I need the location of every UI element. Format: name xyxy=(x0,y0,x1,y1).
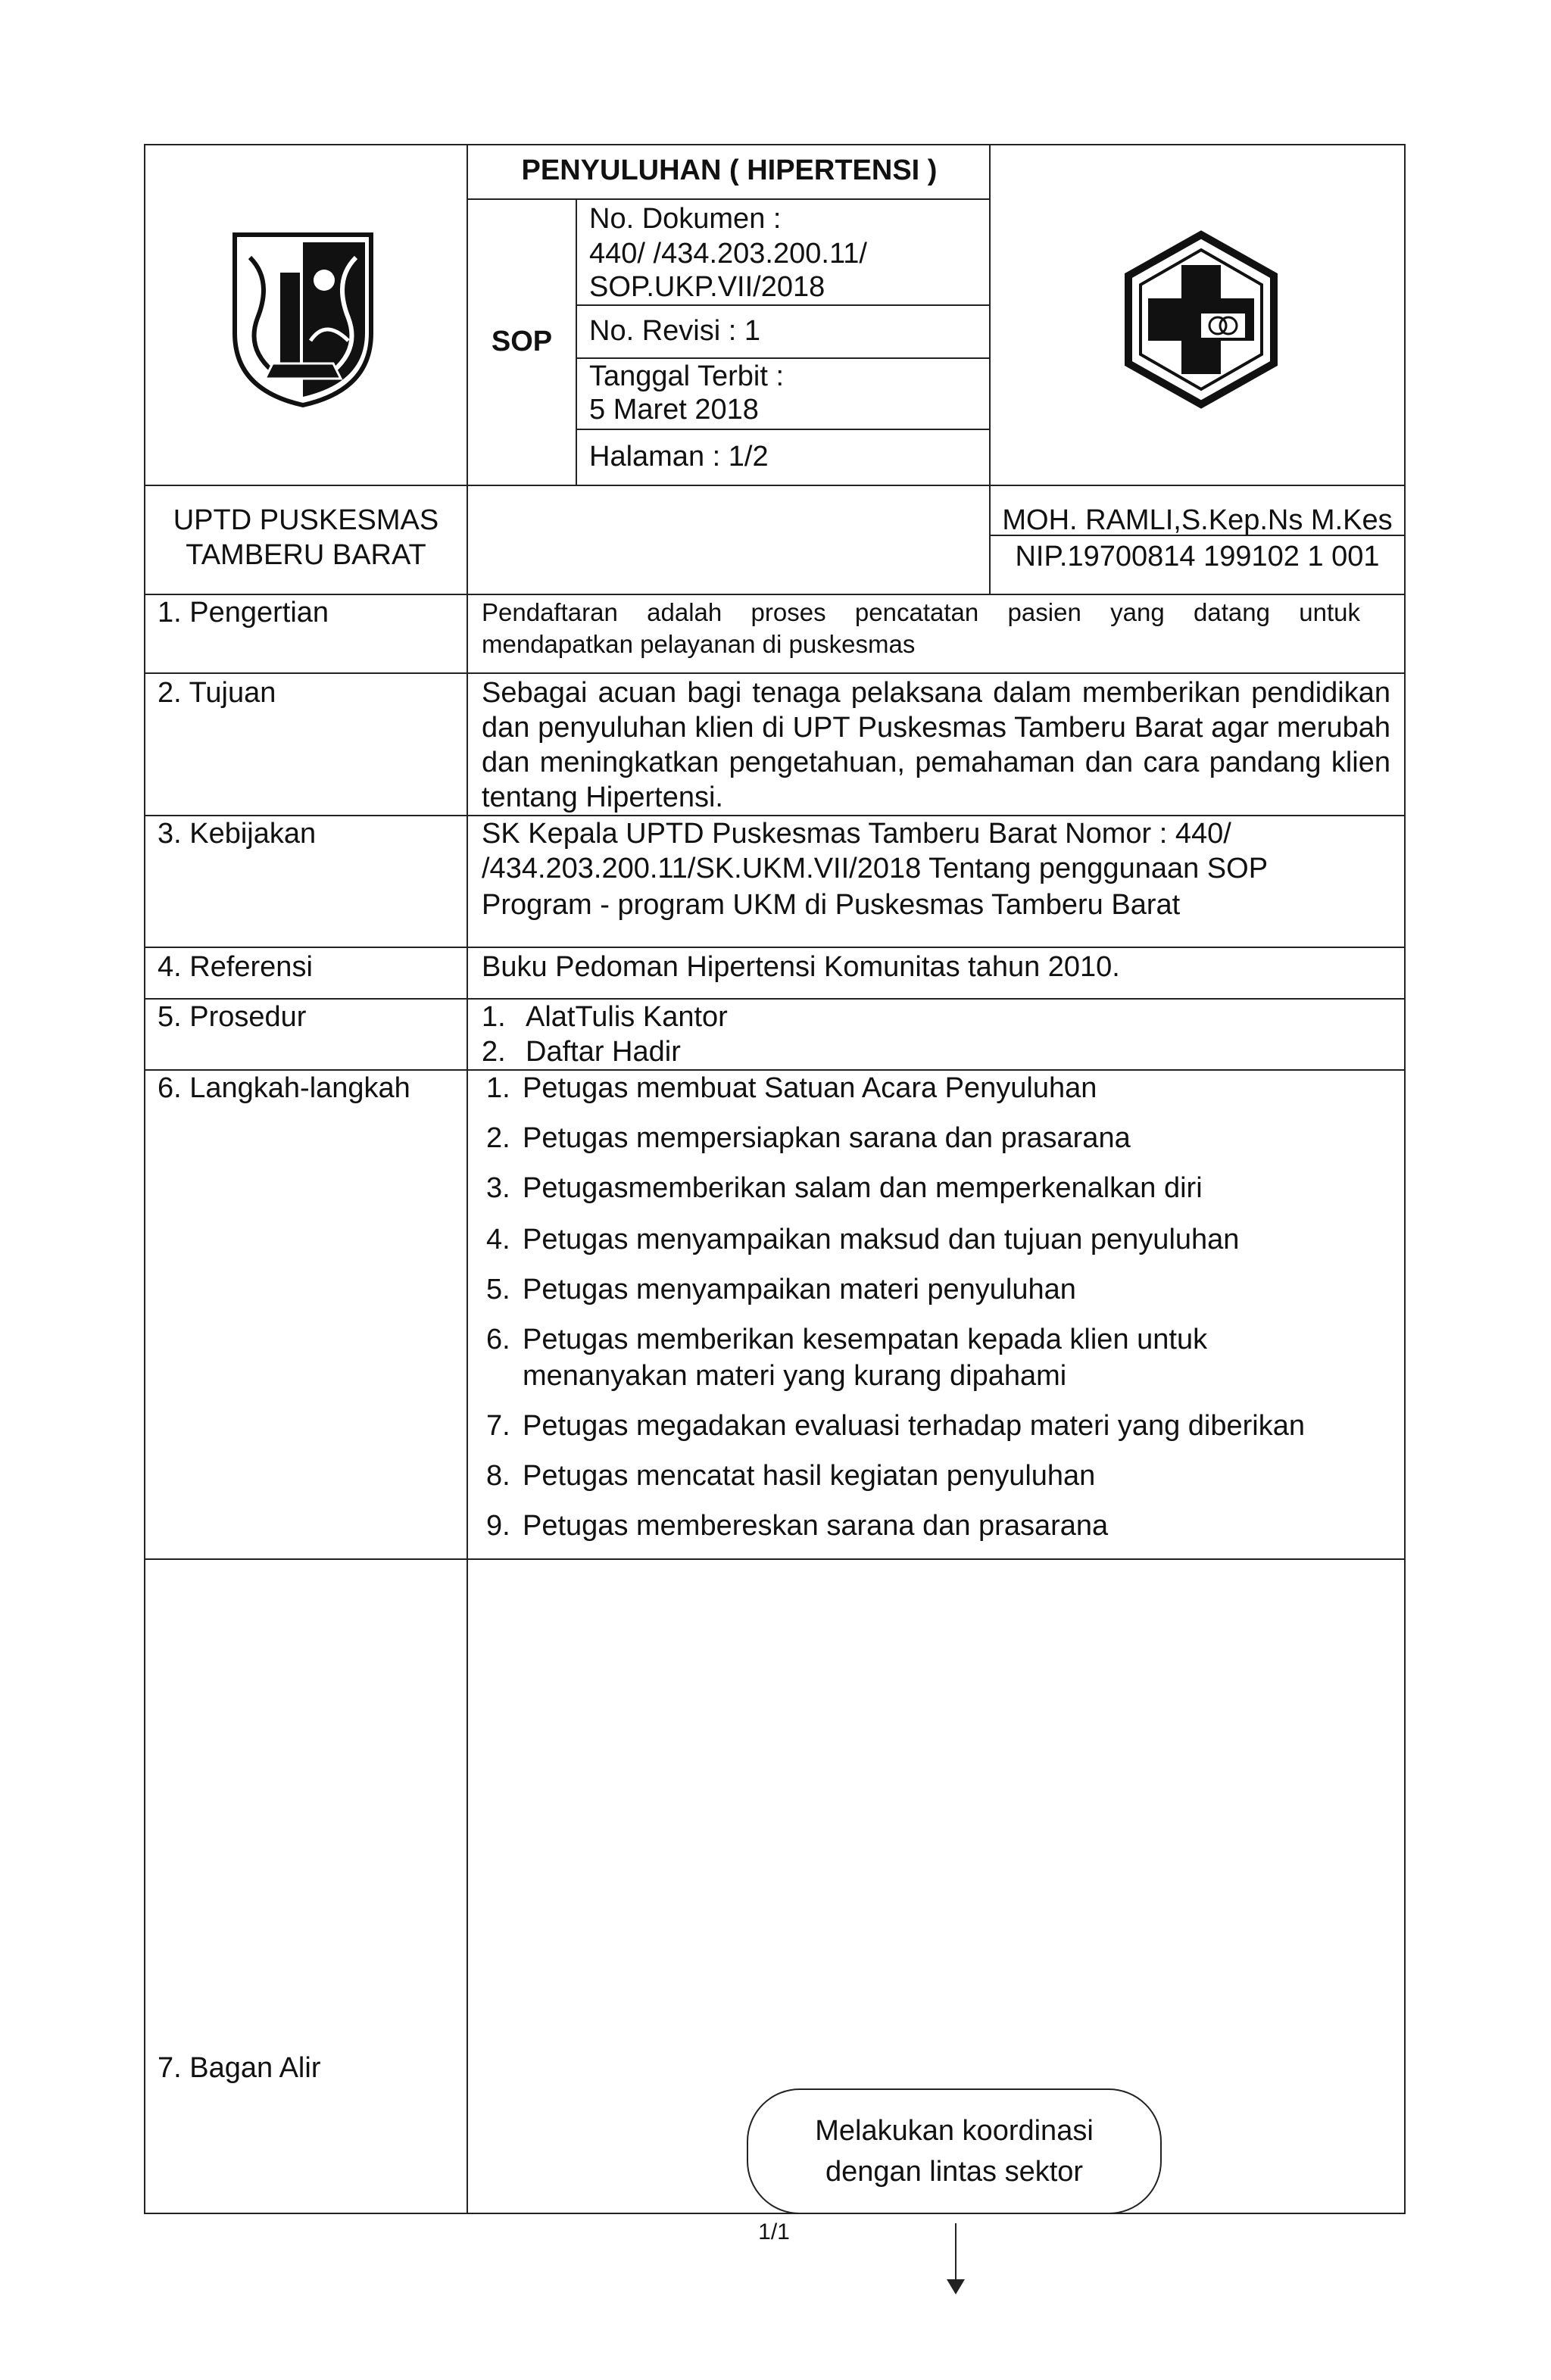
header-bottom-line xyxy=(144,485,1406,486)
flowchart-start-box xyxy=(747,2088,1162,2214)
section-langkah-label: 6. Langkah-langkah xyxy=(158,1072,410,1104)
list-item: 3. Petugasmemberikan salam dan memperkenalkan diri xyxy=(486,1172,1203,1204)
section-kebijakan-label: 3. Kebijakan xyxy=(158,818,317,850)
list-item: 2. Petugas mempersiapkan sarana dan prasarana xyxy=(486,1122,1131,1154)
row-divider-1 xyxy=(144,594,1406,595)
issue-date-value: 5 Maret 2018 xyxy=(589,394,759,426)
revision-number: No. Revisi : 1 xyxy=(589,315,760,347)
arrow-down-icon xyxy=(947,2279,965,2294)
list-item: 4. Petugas menyampaikan maksud dan tujuan penyuluhan xyxy=(486,1224,1240,1256)
list-item: 8. Petugas mencatat hasil kegiatan penyuluhan xyxy=(486,1460,1096,1492)
doc-number-line2: SOP.UKP.VII/2018 xyxy=(589,271,825,303)
org-name-line2: TAMBERU BARAT xyxy=(186,539,426,571)
list-item-continuation: menanyakan materi yang kurang dipahami xyxy=(523,1360,1067,1392)
list-item: 9. Petugas membereskan sarana dan prasarana xyxy=(486,1510,1109,1542)
list-item: 6. Petugas memberikan kesempatan kepada klien untuk xyxy=(486,1324,1208,1355)
list-item: 7. Petugas megadakan evaluasi terhadap materi yang diberikan xyxy=(486,1410,1305,1442)
table-border-left xyxy=(144,144,145,2214)
title-divider xyxy=(467,198,991,200)
sop-divider xyxy=(576,198,577,485)
page-number: Halaman : 1/2 xyxy=(589,441,769,473)
table-border-bottom xyxy=(144,2213,1406,2214)
section-kebijakan-line2: /434.203.200.11/SK.UKM.VII/2018 Tentang penggunaan SOP xyxy=(482,853,1269,884)
org-name-line1: UPTD PUSKESMAS xyxy=(173,504,439,536)
table-column-divider xyxy=(467,144,468,2214)
sop-label: SOP xyxy=(491,326,553,357)
document-title: PENYULUHAN ( HIPERTENSI ) xyxy=(521,154,938,186)
list-item: 1. Petugas membuat Satuan Acara Penyuluhan xyxy=(486,1072,1097,1104)
signer-name: MOH. RAMLI,S.Kep.Ns M.Kes xyxy=(1002,504,1393,536)
section-kebijakan-line3: Program - program UKM di Puskesmas Tamberu Barat xyxy=(482,889,1181,921)
doc-row-divider-1 xyxy=(576,304,991,306)
puskesmas-logo-icon xyxy=(1118,229,1284,410)
signer-nip: NIP.19700814 199102 1 001 xyxy=(1015,541,1380,572)
list-item: 2. Daftar Hadir xyxy=(482,1036,681,1068)
section-kebijakan-line1: SK Kepala UPTD Puskesmas Tamberu Barat Nomor : 440/ xyxy=(482,818,1231,850)
list-item: 1. AlatTulis Kantor xyxy=(482,1001,728,1033)
doc-row-divider-3 xyxy=(576,429,991,430)
section-prosedur-label: 5. Prosedur xyxy=(158,1001,307,1033)
table-border-top xyxy=(144,144,1406,145)
flowchart-arrow-line xyxy=(955,2223,957,2282)
list-item: 5. Petugas menyampaikan materi penyuluhan xyxy=(486,1274,1076,1305)
flowchart-start-text: Melakukan koordinasi dengan lintas sektor xyxy=(815,2115,1094,2188)
issue-date-label: Tanggal Terbit : xyxy=(589,360,785,392)
section-referensi-text: Buku Pedoman Hipertensi Komunitas tahun 2010. xyxy=(482,951,1120,983)
section-bagan-alir-label: 7. Bagan Alir xyxy=(158,2052,321,2084)
table-border-right xyxy=(1404,144,1406,2214)
row-divider-4 xyxy=(144,947,1406,948)
doc-number-label: No. Dokumen : xyxy=(589,203,782,235)
regency-emblem-icon xyxy=(227,227,379,409)
section-pengertian-label: 1. Pengertian xyxy=(158,597,329,629)
section-pengertian-text: Pendaftaran adalah proses pencatatan pasien yang datang untuk mendapatkan pelayanan di puskesmas xyxy=(482,598,1360,658)
doc-number-line1: 440/ /434.203.200.11/ xyxy=(589,238,867,270)
section-tujuan-text: Sebagai acuan bagi tenaga pelaksana dalam memberikan pendidikan dan penyuluhan klien di UPT Puskesmas Tamberu Barat agar merubah dan meningkatkan pengetahuan, pemahaman dan cara pandang klien tentang Hipertensi. xyxy=(482,677,1390,813)
row-divider-7 xyxy=(144,1558,1406,1560)
section-referensi-label: 4. Referensi xyxy=(158,951,313,983)
section-tujuan-label: 2. Tujuan xyxy=(158,677,276,709)
page-marker: 1/1 xyxy=(758,2219,790,2244)
row-divider-2 xyxy=(144,672,1406,674)
